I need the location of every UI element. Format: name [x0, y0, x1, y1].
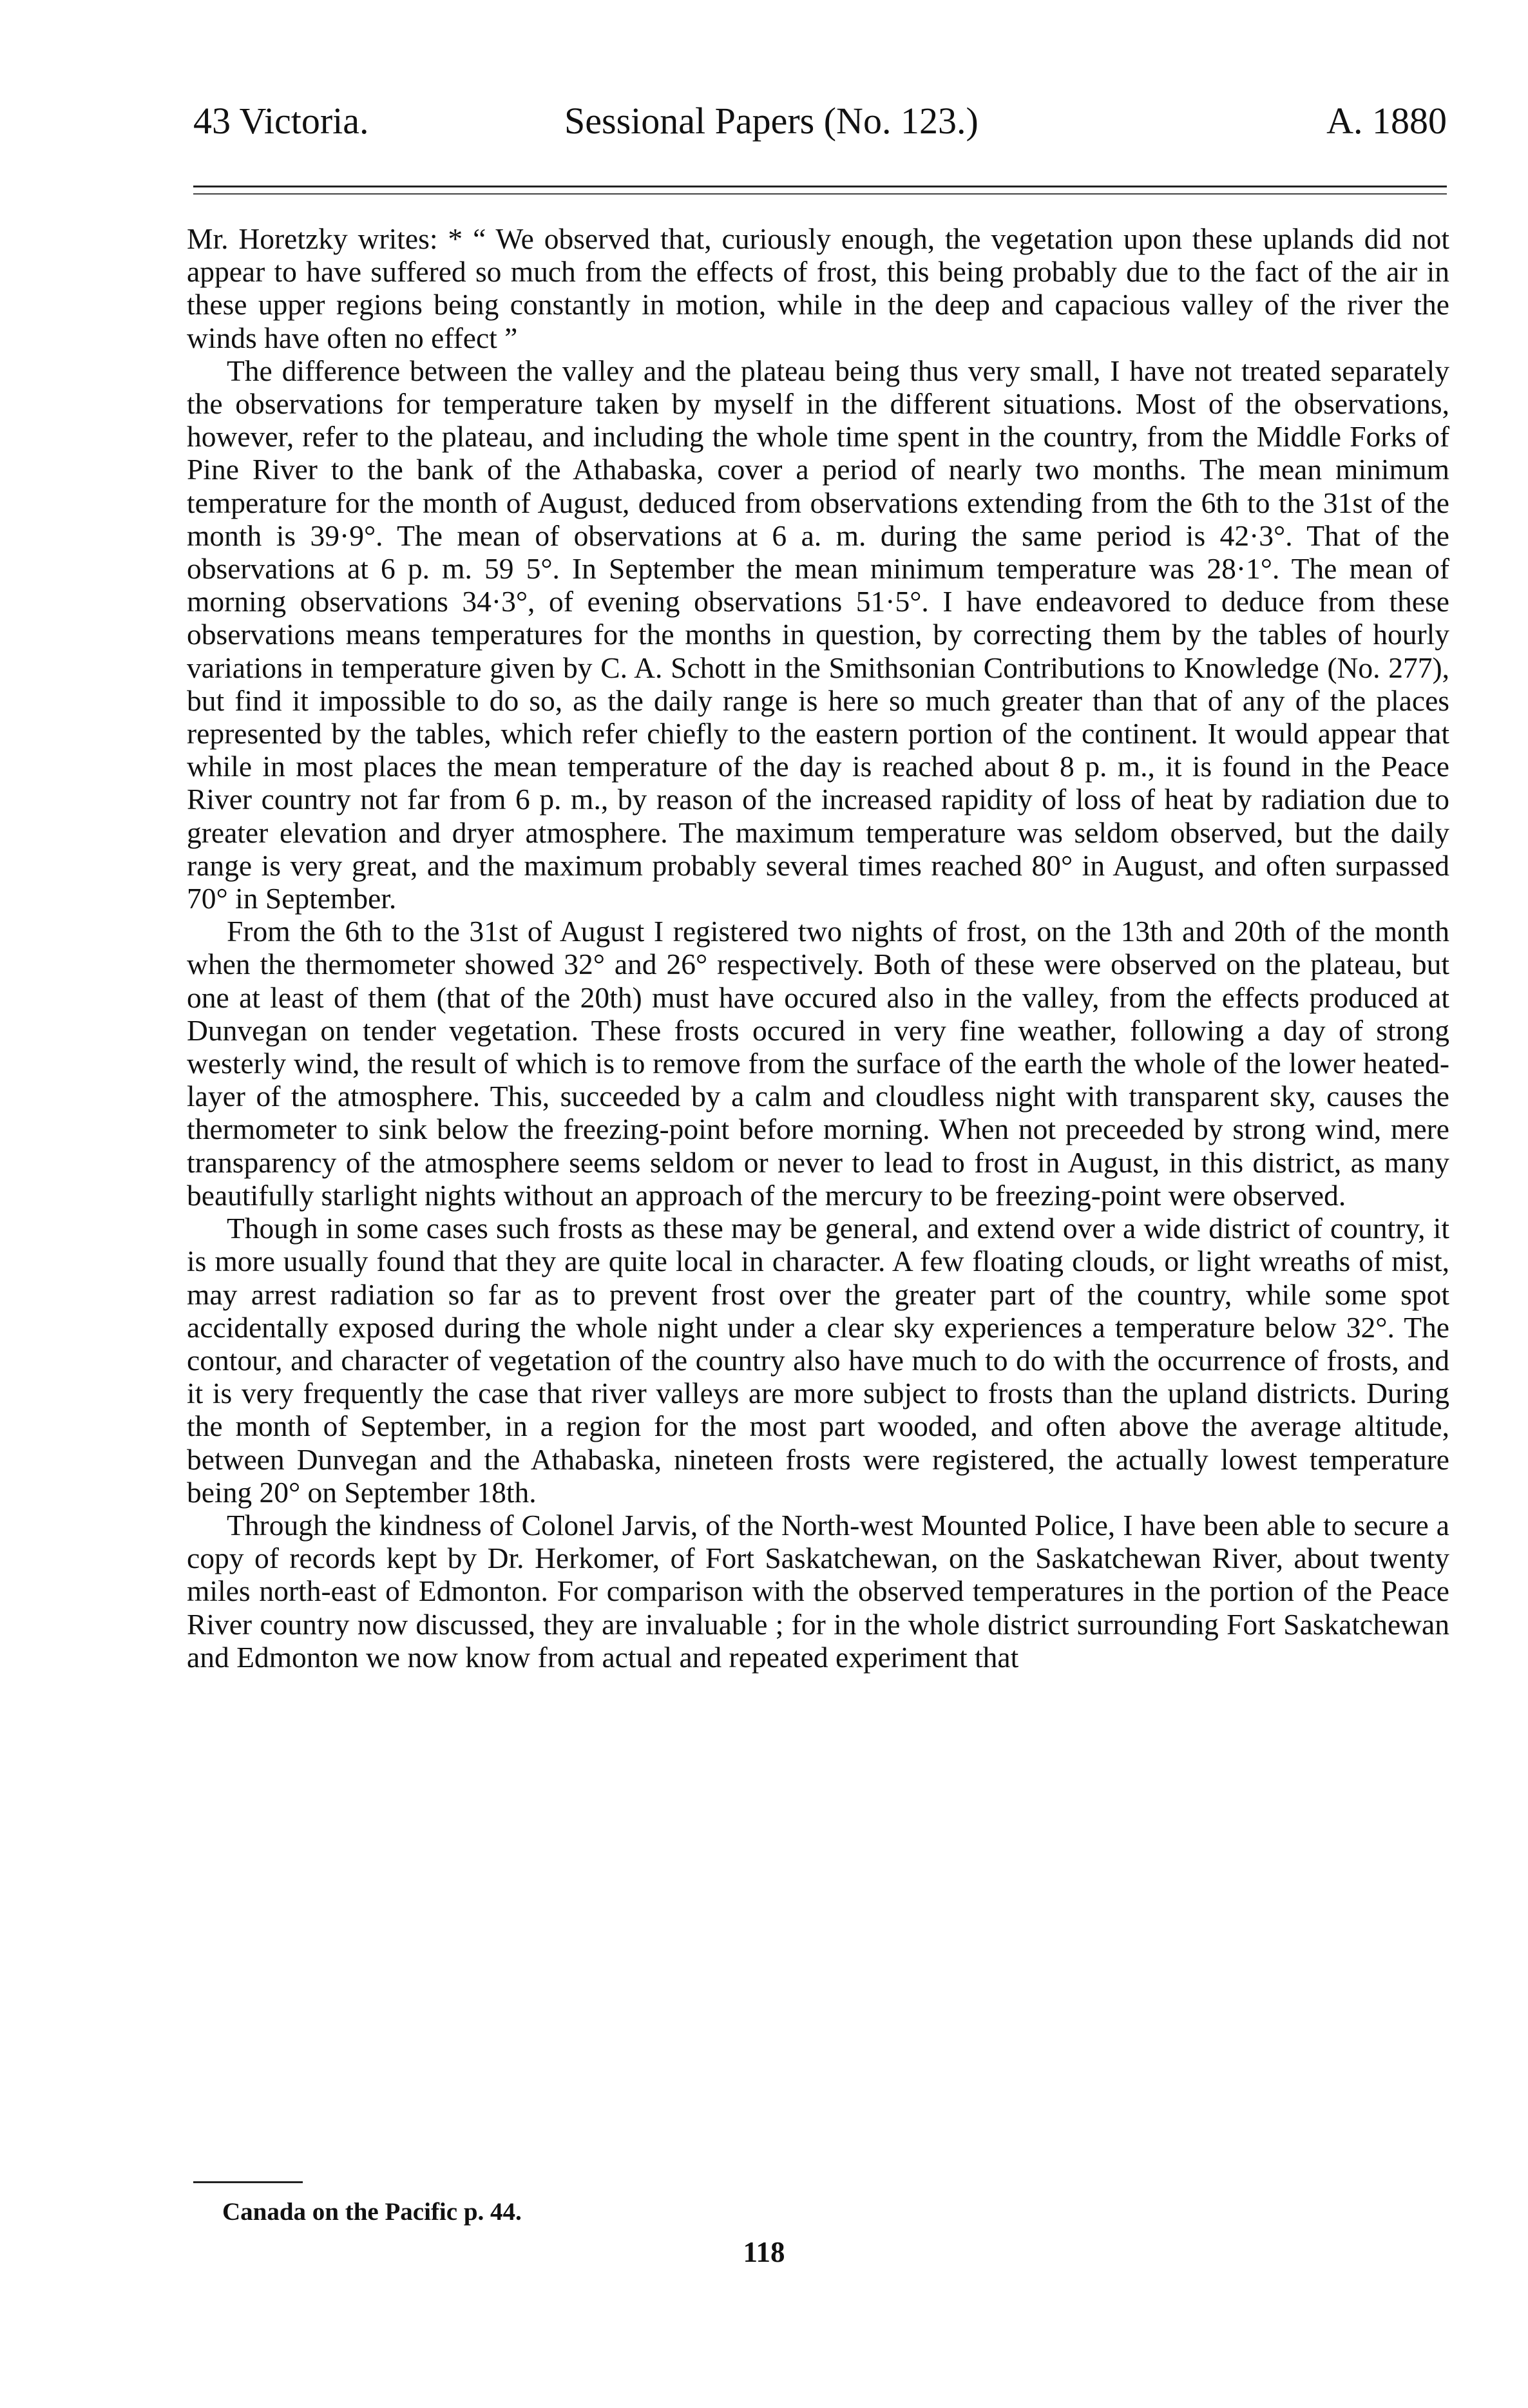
footnote-rule — [193, 2181, 303, 2183]
header-rule-thin — [193, 193, 1447, 195]
body-text — [187, 222, 1449, 1674]
paragraph-frost-august: From the 6th to the 31st of August I registered two nights of frost, on the 13th and 20th of the month when the thermometer showed 32° and 26° respectively. Both of these were observed on the plateau, but one at least of them (that of the 20th) must have occured also in the valley, from the effects produced at Dunvegan on tender vegetation. These frosts occured in very fine weather, following a day of strong westerly wind, the result of which is to remove from the surface of the earth the whole of the lower heated-layer of the atmosphere. This, succeeded by a calm and cloudless night with transparent sky, causes the thermometer to sink below the freezing-point before morning. When not preceeded by strong wind, mere transparency of the atmosphere seems seldom or never to lead to frost in August, in this district, as many beautifully starlight nights without an approach of the mercury to be freezing-point were observed. — [187, 915, 1449, 1212]
page-number: 118 — [743, 2236, 785, 2268]
paragraph-temperatures: The difference between the valley and the plateau being thus very small, I have not treated separately the observations for temperature taken by myself in the different situations. Most of the observations, however, refer to the plateau, and including the whole time spent in the country, from the Middle Forks of Pine River to the bank of the Athabaska, cover a period of nearly two months. The mean minimum temperature for the month of August, deduced from observations extending from the 6th to the 31st of the month is 39·9°. The mean of observations at 6 a. m. during the same period is 42·3°. That of the observations at 6 p. m. 59 5°. In September the mean minimum temperature was 28·1°. The mean of morning observations 34·3°, of evening observations 51·5°. I have endeavored to deduce from these observations means temperatures for the months in question, by correcting them by the tables of hourly variations in temperature given by C. A. Schott in the Smithsonian Contributions to Knowledge (No. 277), but find it impossible to do so, as the daily range is here so much greater than that of any of the places represented by the tables, which refer chiefly to the eastern portion of the continent. It would appear that while in most places the mean temperature of the day is reached about 8 p. m., it is found in the Peace River country not far from 6 p. m., by reason of the increased rapidity of loss of heat by radiation due to greater elevation and dryer atmosphere. The maximum temperature was seldom observed, but the daily range is very great, and the maximum probably several times reached 80° in August, and often surpassed 70° in September. — [187, 354, 1449, 915]
header-volume: 43 Victoria. — [193, 100, 369, 142]
paragraph-quote: Mr. Horetzky writes: * “ We observed that, curiously enough, the vegetation upon these uplands did not appear to have suffered so much from the effects of frost, this being probably due to the fact of the air in these upper regions being constantly in motion, while in the deep and capacious valley of the river the winds have often no effect ” — [187, 222, 1449, 354]
running-header — [193, 95, 1447, 147]
header-year: A. 1880 — [1326, 100, 1447, 142]
header-rule-thick — [193, 186, 1447, 187]
footnote: Canada on the Pacific p. 44. — [222, 2198, 522, 2226]
paragraph-local-frosts: Though in some cases such frosts as these may be general, and extend over a wide district of country, it is more usually found that they are quite local in character. A few floating clouds, or light wreaths of mist, may arrest radiation so far as to prevent frost over the greater part of the country, while some spot accidentally exposed during the whole night under a clear sky experiences a temperature below 32°. The contour, and character of vegetation of the country also have much to do with the occurrence of frosts, and it is very frequently the case that river valleys are more subject to frosts than the upland districts. During the month of September, in a region for the most part wooded, and often above the average altitude, between Dunvegan and the Athabaska, nineteen frosts were registered, the actually lowest temperature being 20° on September 18th. — [187, 1212, 1449, 1509]
paragraph-fort-saskatchewan: Through the kindness of Colonel Jarvis, of the North-west Mounted Police, I have been able to secure a copy of records kept by Dr. Herkomer, of Fort Saskatchewan, on the Saskatchewan River, about twenty miles north-east of Edmonton. For comparison with the observed temperatures in the portion of the Peace River country now discussed, they are invaluable ; for in the whole district surrounding Fort Saskatchewan and Edmonton we now know from actual and repeated experiment that — [187, 1508, 1449, 1674]
header-title: Sessional Papers (No. 123.) — [564, 100, 979, 142]
